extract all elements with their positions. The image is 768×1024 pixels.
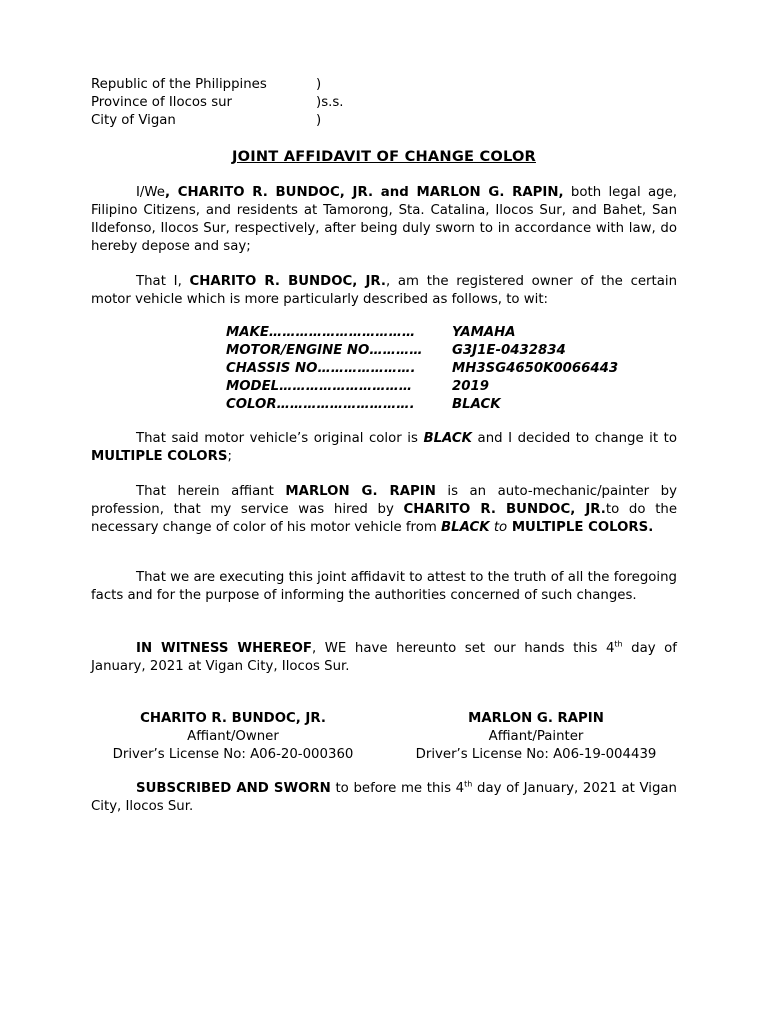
venue-block: [91, 76, 344, 130]
party-names: , CHARITO R. BUNDOC, JR. and MARLON G. RAPIN,: [164, 185, 564, 200]
text-run: I/We: [136, 185, 165, 200]
text-run: That said motor vehicle’s original color is: [136, 431, 424, 446]
signatory-name: CHARITO R. BUNDOC, JR.: [140, 711, 326, 726]
venue-row: [91, 76, 344, 94]
venue-place: City of Vigan: [91, 113, 176, 128]
text-run: , WE have hereunto set our hands this 4: [312, 641, 615, 656]
paragraph-ownership: [91, 273, 677, 309]
spec-row: [226, 378, 618, 396]
witness-phrase: IN WITNESS WHEREOF: [136, 641, 313, 656]
signatory-license: Driver’s License No: A06-20-000360: [112, 747, 354, 762]
spec-value: YAMAHA: [452, 325, 516, 340]
spec-key: COLOR………………………….: [226, 397, 415, 412]
venue-row: [91, 94, 344, 112]
text-run: ;: [227, 449, 232, 464]
text-run: to do the necessary change of color of his motor vehicle from: [91, 502, 678, 535]
signatory-role: Affiant/Painter: [488, 729, 584, 744]
text-run: to before me this 4: [330, 781, 465, 796]
spec-row: [226, 360, 618, 378]
signatory-owner: [88, 710, 378, 764]
signatory-license: Driver’s License No: A06-19-004439: [415, 747, 657, 762]
jurat-phrase: SUBSCRIBED AND SWORN: [136, 781, 331, 796]
text-run: day of January, 2021 at Vigan City, Ilocos Sur.: [91, 781, 677, 814]
owner-name: CHARITO R. BUNDOC, JR.: [189, 274, 386, 289]
venue-row: [91, 112, 344, 130]
new-color: MULTIPLE COLORS.: [507, 520, 654, 535]
paragraph-painter: [91, 483, 677, 537]
paragraph-purpose: [91, 569, 677, 605]
owner-name: CHARITO R. BUNDOC, JR.: [403, 502, 606, 517]
paragraph-jurat: [91, 780, 677, 816]
venue-place: Republic of the Philippines: [91, 77, 267, 92]
signatory-painter: [391, 710, 681, 764]
spec-value: MH3SG4650K0066443: [452, 361, 619, 376]
ordinal-suffix: th: [614, 639, 623, 649]
text-run: That we are executing this joint affidavit to attest to the truth of all the foregoing facts and for the purpose of informing the authorities concerned of such changes.: [91, 570, 677, 603]
venue-mark: ): [316, 77, 322, 92]
text-run: and I decided to change it to: [472, 431, 677, 446]
signatory-role: Affiant/Owner: [187, 729, 279, 744]
document-title: JOINT AFFIDAVIT OF CHANGE COLOR: [231, 148, 536, 165]
text-run: both legal age, Filipino Citizens, and residents at Tamorong, Sta. Catalina, Ilocos Sur, and Bahet, San Ildefonso, Ilocos Sur, respectively, after being duly sworn to in accordance with law, do hereby depose and say;: [91, 185, 677, 254]
venue-mark: )s.s.: [316, 95, 344, 110]
spec-value: 2019: [452, 379, 490, 394]
spec-key: CHASSIS NO………………….: [226, 361, 416, 376]
spec-key: MODEL…………………………: [226, 379, 413, 394]
venue-place: Province of Ilocos sur: [91, 95, 233, 110]
spec-row: [226, 396, 618, 414]
spec-row: [226, 342, 618, 360]
text-run: day of January, 2021 at Vigan City, Ilocos Sur.: [91, 641, 677, 674]
vehicle-specs: [226, 324, 618, 414]
text-run: That I,: [136, 274, 190, 289]
paragraph-parties: [91, 184, 677, 256]
text-run: That herein affiant: [136, 484, 286, 499]
text-run: is an auto-mechanic/painter by profession, that my service was hired by: [91, 484, 677, 517]
spec-value: BLACK: [452, 397, 501, 412]
spec-row: [226, 324, 618, 342]
spec-key: MAKE……………………………: [226, 325, 416, 340]
ordinal-suffix: th: [464, 779, 473, 789]
spec-value: G3J1E-0432834: [452, 343, 566, 358]
venue-mark: ): [316, 113, 322, 128]
text-run: , am the registered owner of the certain motor vehicle which is more particularly described as follows, to wit:: [91, 274, 678, 307]
painter-name: MARLON G. RAPIN: [285, 484, 436, 499]
original-color: BLACK: [441, 520, 490, 535]
text-run: to: [489, 520, 508, 535]
original-color: BLACK: [423, 431, 472, 446]
paragraph-original-color: [91, 430, 677, 466]
spec-key: MOTOR/ENGINE NO…………: [226, 343, 423, 358]
new-color: MULTIPLE COLORS: [91, 449, 228, 464]
paragraph-witness: [91, 640, 677, 676]
signatory-name: MARLON G. RAPIN: [468, 711, 604, 726]
